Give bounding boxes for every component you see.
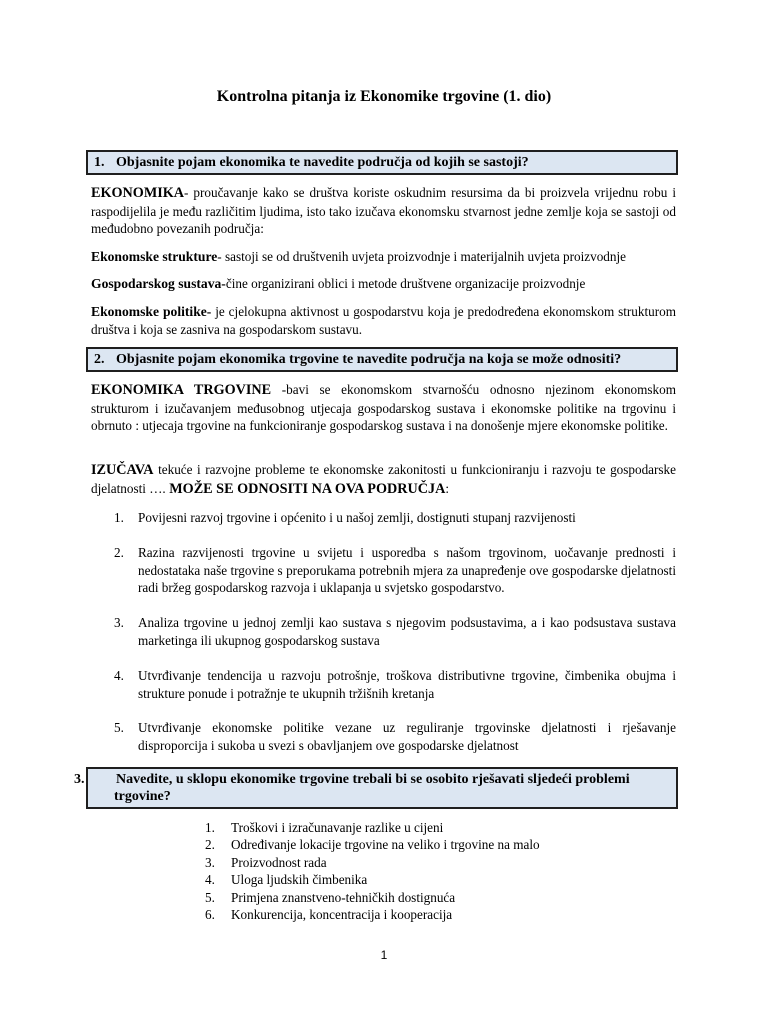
list-item-number: 3. [114,615,124,630]
page-number: 1 [380,948,388,962]
list-item [205,819,625,836]
q3-problem-list [205,819,625,923]
list-item-text: Utvrđivanje ekonomske politike vezane uz reguliranje trgovinske djelatnosti i rješavanje disproporcija i sukoba u svezi s obavljanjem ove gospodarske djelatnost [138,720,676,753]
list-item-number: 5. [114,720,124,735]
list-item-text: Uloga ljudskih čimbenika [231,872,368,888]
term-ekonomske-strukture: Ekonomske strukture [91,249,218,264]
list-item-number: 4. [205,872,215,888]
list-item [114,719,676,754]
list-item-text: Razina razvijenosti trgovine u svijetu i usporedba s našom trgovinom, uočavanje prednosti i nedostataka naše trgovine s preporukama potrebnih mjera za unapređenje ove gospodarske djelatnosti radi bržeg gospodarskog razvoja i uklapanja u svjetsko gospodarstvo. [138,545,676,596]
question-1-number: 1. [94,155,105,170]
q1-p2-text: - sastoji se od društvenih uvjeta proizvodnje i materijalnih uvjeta proizvodnje [217,249,626,264]
term-ekonomika-trgovine: EKONOMIKA TRGOVINE [91,382,272,398]
question-3-text: Navedite, u sklopu ekonomike trgovine trebali bi se osobito rješavati sljedeći problemi trgovine? [114,772,630,804]
list-item-number: 2. [205,837,215,853]
list-item [205,906,625,923]
q1-p4-text: je cjelokupna aktivnost u gospodarstvu koja je predodređena ekonomskom strukturom društva i koja se zasniva na gospodarskom sustavu. [91,304,676,337]
q1-paragraph-ekonomika [91,184,676,238]
question-1-text: Objasnite pojam ekonomika te navedite područja od kojih se sastoji? [116,155,529,170]
list-item-number: 1. [205,820,215,835]
list-item-text: Primjena znanstveno-tehničkih dostignuća [231,889,456,905]
list-item-text: Analiza trgovine u jednoj zemlji kao sustava s njegovim podsustavima, a i kao podsustava sustava marketinga ili ukupnog gospodarskog sustava [138,615,676,648]
q2-paragraph-izucava [91,461,676,498]
list-item-text: Utvrđivanje tendencija u razvoju potrošnje, troškova distributivne trgovine, čimbenika obujma i strukture ponude i potražnje te ukupnih tržišnih kretanja [138,668,676,701]
document-title: Kontrolna pitanja iz Ekonomike trgovine (1. dio) [216,88,552,105]
list-item [114,509,676,527]
q1-p3-text: čine organizirani oblici i metode društvene organizacije proizvodnje [225,276,586,291]
q2-p2-text: tekuće i razvojne probleme te ekonomske zakonitosti u funkcioniranju i razvoju te gospodarske djelatnosti …. [91,462,676,496]
q1-paragraph-politike [91,303,676,338]
list-item-text: Proizvodnost rada [231,854,327,870]
list-item-number: 5. [205,889,215,905]
list-item [114,614,676,649]
question-1-box [86,150,678,175]
list-item-number: 3. [205,854,215,870]
list-item-text: Određivanje lokacije trgovine na veliko i trgovine na malo [231,837,540,853]
question-2-number: 2. [94,352,105,367]
list-item-number: 6. [205,906,215,922]
q1-p1-text: - proučavanje kako se društva koriste oskudnim resursima da bi proizvela vrijednu robu i raspodijelila je među različitim ljudima, isto tako izučava ekonomsku stvarnost jedne zemlje koja se sastoji od međudobno povezanih područja: [91,185,676,237]
term-ekonomske-politike: Ekonomske politike- [91,304,212,319]
question-3-box [74,767,678,809]
term-gospodarskog-sustava: Gospodarskog sustava- [91,276,226,291]
question-2-box [86,347,678,372]
list-item [205,854,625,871]
q2-p1-text: -bavi se ekonomskom stvarnošću odnosno njezinom ekonomskom strukturom i izučavanjem međusobnog utjecaja gospodarskog sustava i ekonomske politike na trgovinu i obrnuto : utjecaja trgovine na funkcioniranje gospodarskog sustava i na donošenje mjere ekonomske politike. [91,382,676,434]
list-item-number: 4. [114,668,124,683]
question-3-number: 3. [74,772,85,787]
q1-paragraph-sustava [91,275,676,293]
term-izucava: IZUČAVA [91,462,154,478]
list-item-text: Troškovi i izračunavanje razlike u cijeni [231,820,444,835]
q2-p2-tail: : [445,480,449,496]
term-ekonomika: EKONOMIKA [91,185,185,201]
list-item [205,836,625,853]
question-2-text: Objasnite pojam ekonomika trgovine te navedite područja na koja se može odnositi? [116,352,622,367]
term-moze-se-odnositi: MOŽE SE ODNOSITI NA OVA PODRUČJA [165,480,446,497]
q2-paragraph-ekonomika-trgovine [91,381,676,435]
list-item [205,871,625,888]
list-item [114,667,676,702]
list-item-number: 1. [114,510,124,525]
q1-paragraph-strukture [91,248,676,266]
list-item-text: Konkurencija, koncentracija i kooperacija [231,906,453,922]
list-item [205,889,625,906]
list-item-number: 2. [114,545,124,560]
list-item-text: Povijesni razvoj trgovine i općenito i u našoj zemlji, dostignuti stupanj razvijenosti [138,510,576,525]
list-item [114,544,676,597]
